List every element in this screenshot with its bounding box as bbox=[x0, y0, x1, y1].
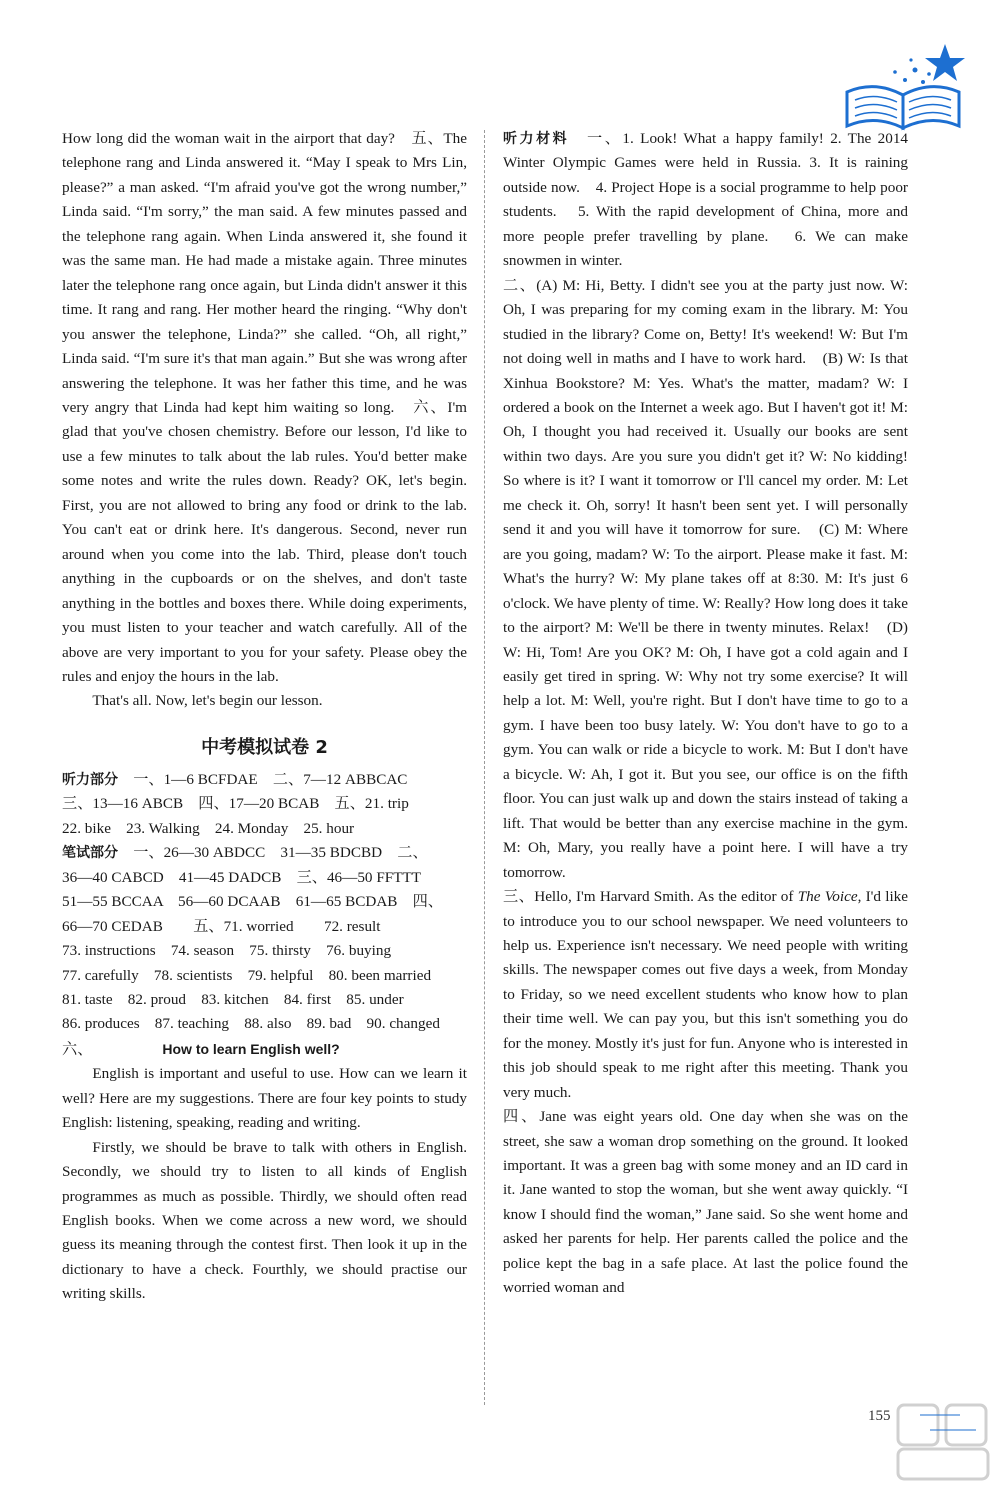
newspaper-name: The Voice bbox=[797, 888, 858, 906]
closing-line: That's all. Now, let's begin our lesson. bbox=[92, 692, 323, 710]
listening-material-part1-text: 一、1. Look! What a happy family! 2. The 2014 Winter Olympic Games were held in Russia. 3. It is raining outside now. 4. Project Hope is a social programme to help poor students. 5. With the rapid development of China, more and more people prefer travelling by plane. 6. We can make snowmen in winter. bbox=[503, 130, 909, 270]
listening-script-continued: How long did the woman wait in the airport that day? 五、The telephone rang and Linda answered it. “May I speak to Mrs Lin, please?” a man asked. “I'm afraid you've got the wrong number,” Linda said. “I'm sorry,” the man said. A few minutes passed and the telephone rang again. When Linda answered it, she found it was the same man. He had made a mistake again. Three minutes later the telephone rang once again, but Linda didn't answer it this time. It rang and rang. Her mother heard the ringing. “Why don't you answer the telephone, Linda?” she called. “Oh, all right,” Linda said. “I'm sure it's that man again.” But she was wrong after answering the telephone. It was her father this time, and he was very angry that Linda had kept him waiting so long. 六、I'm glad that you've chosen chemistry. Before our lesson, I'd like to use a few minutes to talk about the lab rules. You'd better make some notes and write the rules down. Ready? OK, let's begin. First, you are not allowed to bring any food or drink to the lab. You can't eat or drink here. It's dangerous. Second, never run around when you come into the lab. Third, please don't touch anything in the cupboards or on the shelves, and don't taste anything in the bottles and boxes there. While doing experiments, you must listen to your teacher and watch carefully. All of the above are very important to you for your safety. Please obey the rules and enjoy the hours in the lab. bbox=[62, 130, 467, 685]
page-number: 155 bbox=[868, 1408, 891, 1424]
essay-title: How to learn English well? bbox=[162, 1040, 340, 1057]
listening-material-part4: 四、Jane was eight years old. One day when she was on the street, she saw a woman drop something on the ground. It looked important. It was a green bag with some money and an ID card in it. Jane wanted to stop the woman, but she went away quickly. “I know I should find the woman,” Jane said. So she went home and asked her parents for help. Her parents called the police and the police kept the bag in a safe place. At last the police found the worried woman and bbox=[503, 1108, 908, 1297]
essay-number: 六、 bbox=[62, 1040, 93, 1058]
section-title: 中考模拟试卷 2 bbox=[201, 736, 328, 758]
listening-material-part3 bbox=[503, 885, 908, 1105]
listening-answers-text: 一、1—6 BCFDAE 二、7—12 ABBCAC 三、13—16 ABCB 四、17—20 BCAB 五、21. trip 22. bike 23. Walking 24. Monday 25. hour bbox=[62, 770, 409, 837]
listening-material-label: 听力材料 bbox=[503, 131, 570, 147]
essay-paragraph: Firstly, we should be brave to talk with others in English. Secondly, we should try to listen to all kinds of English programmes as much as possible. Thirdly, we should often read English books. When we come across a new word, we should guess its meaning through the contest first. Then look it up in the dictionary to have a check. Fourthly, we should practise our writing skills. bbox=[62, 1138, 467, 1303]
listening-answers bbox=[62, 768, 467, 841]
listening-label: 听力部分 bbox=[62, 771, 118, 788]
book-stars-logo-icon bbox=[835, 40, 975, 135]
column-divider bbox=[484, 130, 485, 1405]
part3-text-a: 三、Hello, I'm Harvard Smith. As the editor of bbox=[503, 888, 798, 906]
essay-heading bbox=[62, 1037, 467, 1062]
left-column bbox=[62, 127, 467, 1307]
watermark-logo-icon bbox=[890, 1395, 995, 1495]
writing-label: 笔试部分 bbox=[62, 845, 118, 862]
right-column bbox=[503, 127, 908, 1301]
writing-answers bbox=[62, 841, 467, 1037]
listening-material-part1 bbox=[503, 127, 908, 274]
writing-answers-text: 一、26—30 ABDCC 31—35 BDCBD 二、 36—40 CABCD 41—45 DADCB 三、46—50 FFTTT 51—55 BCCAA 56—60 DCAAB 61—65 BCDAB 四、 66—70 CEDAB 五、71. worried 72. result 73. instructions 74. season 75. thirsty 76. buying 77. carefully 78. scientists 79. helpful 80. been married 81. taste 82. proud 83. kitchen 84. first 85. under 86. produces 87. teaching 88. also 89. bad 90. changed bbox=[62, 844, 443, 1033]
listening-material-part2: 二、(A) M: Hi, Betty. I didn't see you at the party just now. W: Oh, I was preparing for my coming exam in the library. M: You studied in the library? Come on, Betty! It's weekend! W: But I'm not doing well in maths and I have to work hard. (B) W: Is that Xinhua Bookstore? M: Yes. What's the matter, madam? W: I ordered a book on the Internet a week ago. But I haven't got it! M: Oh, I thought you had received it. Usually our books are sent within two days. Are you sure you didn't get it? W: No kidding! So where is it? I want it tomorrow or I'll cancel my order. M: Let me check it. Oh, sorry! It hasn't been sent yet. I will personally send it and you will have it tomorrow for sure. (C) M: Where are you going, madam? W: To the airport. Please make it fast. M: What's the hurry? W: My plane takes off at 8:30. M: It's just 6 o'clock. We have plenty of time. W: Really? How long does it take to the airport? M: We'll be there in twenty minutes. Relax! (D) W: Hi, Tom! Are you OK? M: Oh, I have got a cold again and I easily get tired in spring. W: Why not try some exercise? It will help a lot. M: Well, you're right. But I don't have time to go to a gym. I have been too busy lately. W: You don't have to go to a gym. You can walk or ride a bicycle to work. M: But I don't have a bicycle. W: Ah, I got it. But you see, our office is on the fifth floor. You can just walk up and down the stairs instead of taking a lift. That would be better than any exercise machine in the gym. M: Oh, Mary, you really have a point here. I will have a try tomorrow. bbox=[503, 276, 908, 881]
part3-text-b: , I'd like to introduce you to our school newspaper. We need volunteers to help us. Experience isn't necessary. We need people with writing skills. The newspaper comes out five days a week, from Monday to Friday, so we need excellent students who know how to plan their time well. We can pay you, but this isn't something you do for the money. Mostly it's just for fun. Anyone who is interested in this job should speak to me right after this meeting. Thank you very much. bbox=[503, 888, 908, 1101]
essay-paragraph: English is important and useful to use. How can we learn it well? Here are my suggestions. There are four key points to study English: listening, speaking, reading and writing. bbox=[62, 1065, 467, 1132]
